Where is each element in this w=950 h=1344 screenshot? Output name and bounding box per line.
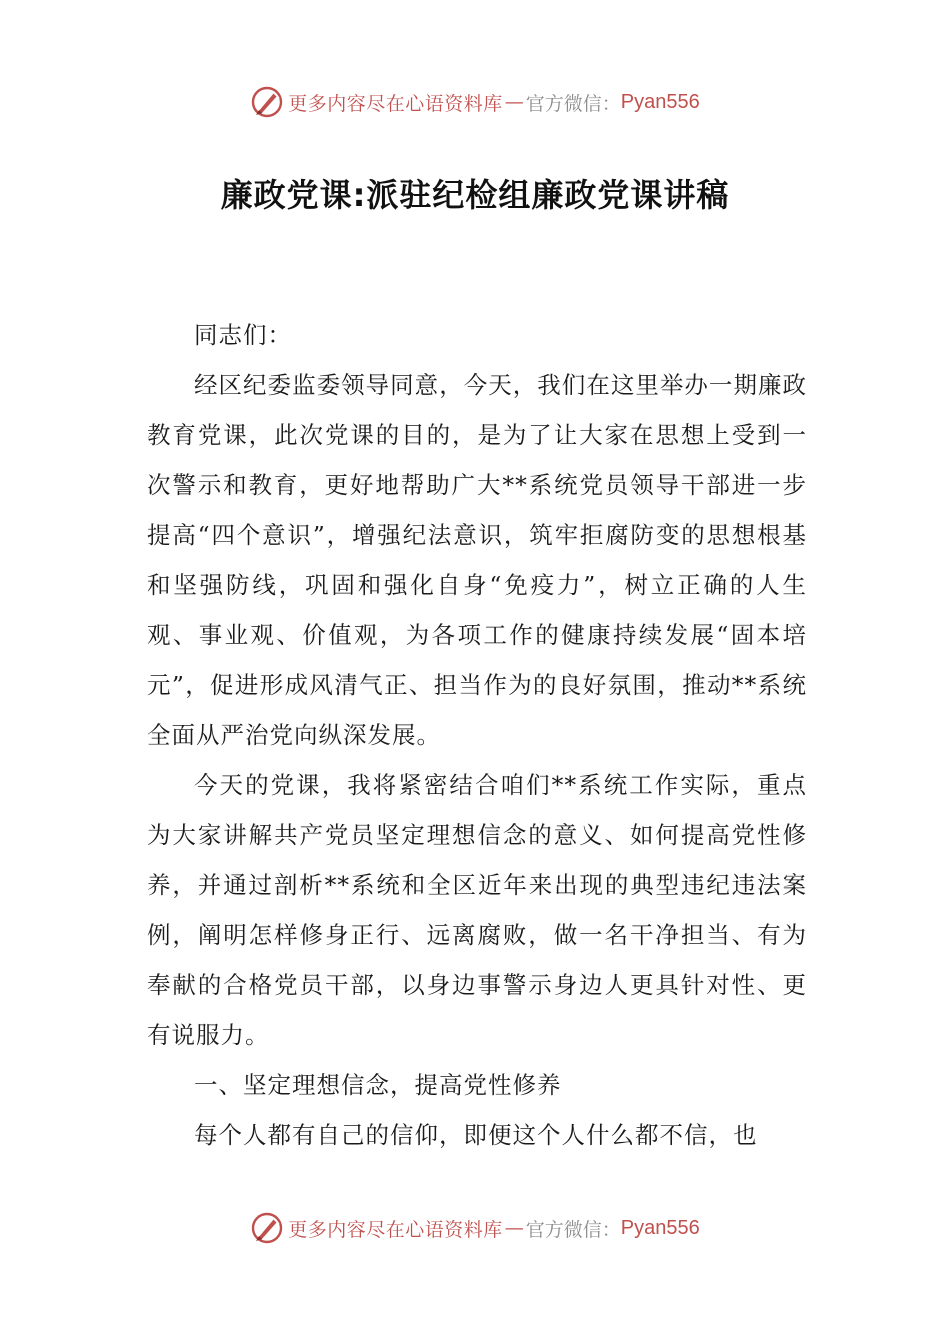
document-body	[147, 310, 807, 1160]
pen-logo-icon	[250, 85, 284, 119]
paragraph: 经区纪委监委领导同意，今天，我们在这里举办一期廉政教育党课，此次党课的目的，是为了让大家在思想上受到一次警示和教育，更好地帮助广大**系统党员领导干部进一步提高“四个意识”，增强纪法意识，筑牢拒腐防变的思想根基和坚强防线，巩固和强化自身“免疫力”，树立正确的人生观、事业观、价值观，为各项工作的健康持续发展“固本培元”，促进形成风清气正、担当作为的良好氛围，推动**系统全面从严治党向纵深发展。	[147, 371, 807, 749]
header-banner	[0, 82, 950, 122]
document-title: 廉政党课:派驻纪检组廉政党课讲稿	[220, 176, 730, 214]
banner-wechat-id: Pyan556	[620, 1216, 700, 1239]
banner-text: 更多内容尽在心语资料库	[288, 1218, 503, 1241]
footer-banner	[0, 1208, 950, 1248]
banner-wechat-label: 官方微信：	[525, 92, 621, 115]
paragraph: 今天的党课，我将紧密结合咱们**系统工作实际，重点为大家讲解共产党员坚定理想信念的意义、如何提高党性修养，并通过剖析**系统和全区近年来出现的典型违纪违法案例，阐明怎样修身正行、远离腐败，做一名干净担当、有为奉献的合格党员干部，以身边事警示身边人更具针对性、更有说服力。	[147, 771, 807, 1049]
banner-wechat-label: 官方微信：	[525, 1218, 621, 1241]
section-heading: 一、坚定理想信念，提高党性修养	[194, 1071, 562, 1099]
banner-text: 更多内容尽在心语资料库	[288, 92, 503, 115]
paragraph: 每个人都有自己的信仰，即便这个人什么都不信，也	[194, 1121, 758, 1149]
banner-wechat-id: Pyan556	[620, 90, 700, 113]
banner-dash: —	[504, 91, 524, 113]
banner-dash: —	[504, 1217, 524, 1239]
salutation: 同志们：	[194, 321, 292, 349]
pen-logo-icon	[250, 1211, 284, 1245]
